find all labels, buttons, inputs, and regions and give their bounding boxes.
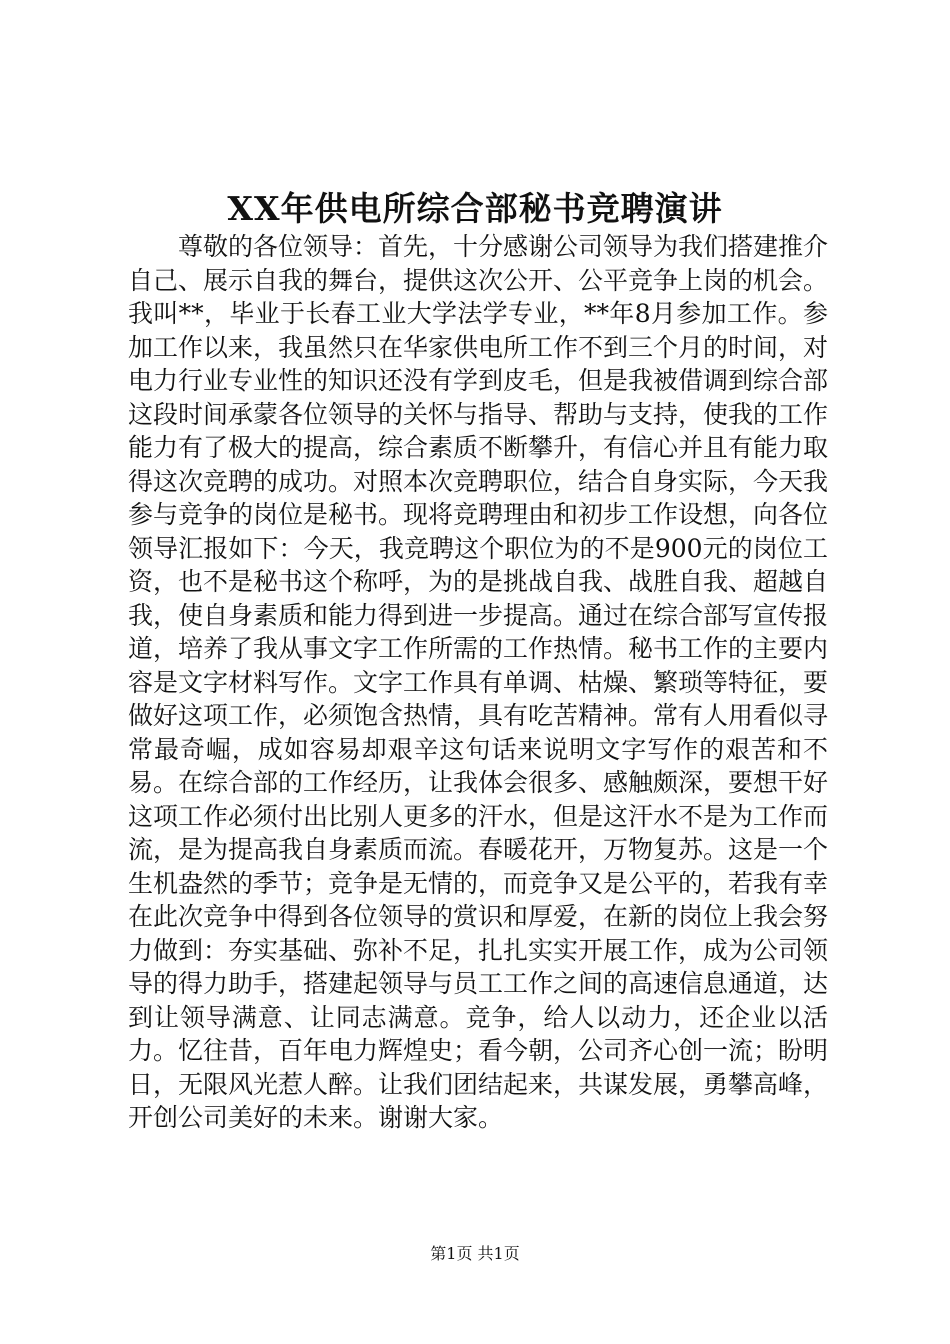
page-number-footer: 第1页 共1页 xyxy=(430,1244,520,1263)
document-body: 尊敬的各位领导：首先，十分感谢公司领导为我们搭建推介自己、展示自我的舞台，提供这次公开、公平竞争上岗的机会。我叫**，毕业于长春工业大学法学专业，**年8月参加工作。参加工作以来，我虽然只在华家供电所工作不到三个月的时间，对电力行业专业性的知识还没有学到皮毛，但是我被借调到综合部这段时间承蒙各位领导的关怀与指导、帮助与支持，使我的工作能力有了极大的提高，综合素质不断攀升，有信心并且有能力取得这次竞聘的成功。对照本次竞聘职位，结合自身实际，今天我参与竞争的岗位是秘书。现将竞聘理由和初步工作设想，向各位领导汇报如下：今天，我竞聘这个职位为的不是900元的岗位工资，也不是秘书这个称呼，为的是挑战自我、战胜自我、超越自我，使自身素质和能力得到进一步提高。通过在综合部写宣传报道，培养了我从事文字工作所需的工作热情。秘书工作的主要内容是文字材料写作。文字工作具有单调、枯燥、繁琐等特征，要做好这项工作，必须饱含热情，具有吃苦精神。常有人用看似寻常最奇崛，成如容易却艰辛这句话来说明文字写作的艰苦和不易。在综合部的工作经历，让我体会很多、感触颇深，要想干好这项工作必须付出比别人更多的汗水，但是这汗水不是为工作而流，是为提高我自身素质而流。春暖花开，万物复苏。这是一个生机盎然的季节；竞争是无情的，而竞争又是公平的，若我有幸在此次竞争中得到各位领导的赏识和厚爱，在新的岗位上我会努力做到：夯实基础、弥补不足，扎扎实实开展工作，成为公司领导的得力助手，搭建起领导与员工工作之间的高速信息通道，达到让领导满意、让同志满意。竞争，给人以动力，还企业以活力。忆往昔，百年电力辉煌史；看今朝，公司齐心创一流；盼明日，无限风光惹人醉。让我们团结起来，共谋发展，勇攀高峰，开创公司美好的未来。谢谢大家。 xyxy=(128,232,829,1132)
document-title: XX年供电所综合部秘书竞聘演讲 xyxy=(227,189,723,228)
